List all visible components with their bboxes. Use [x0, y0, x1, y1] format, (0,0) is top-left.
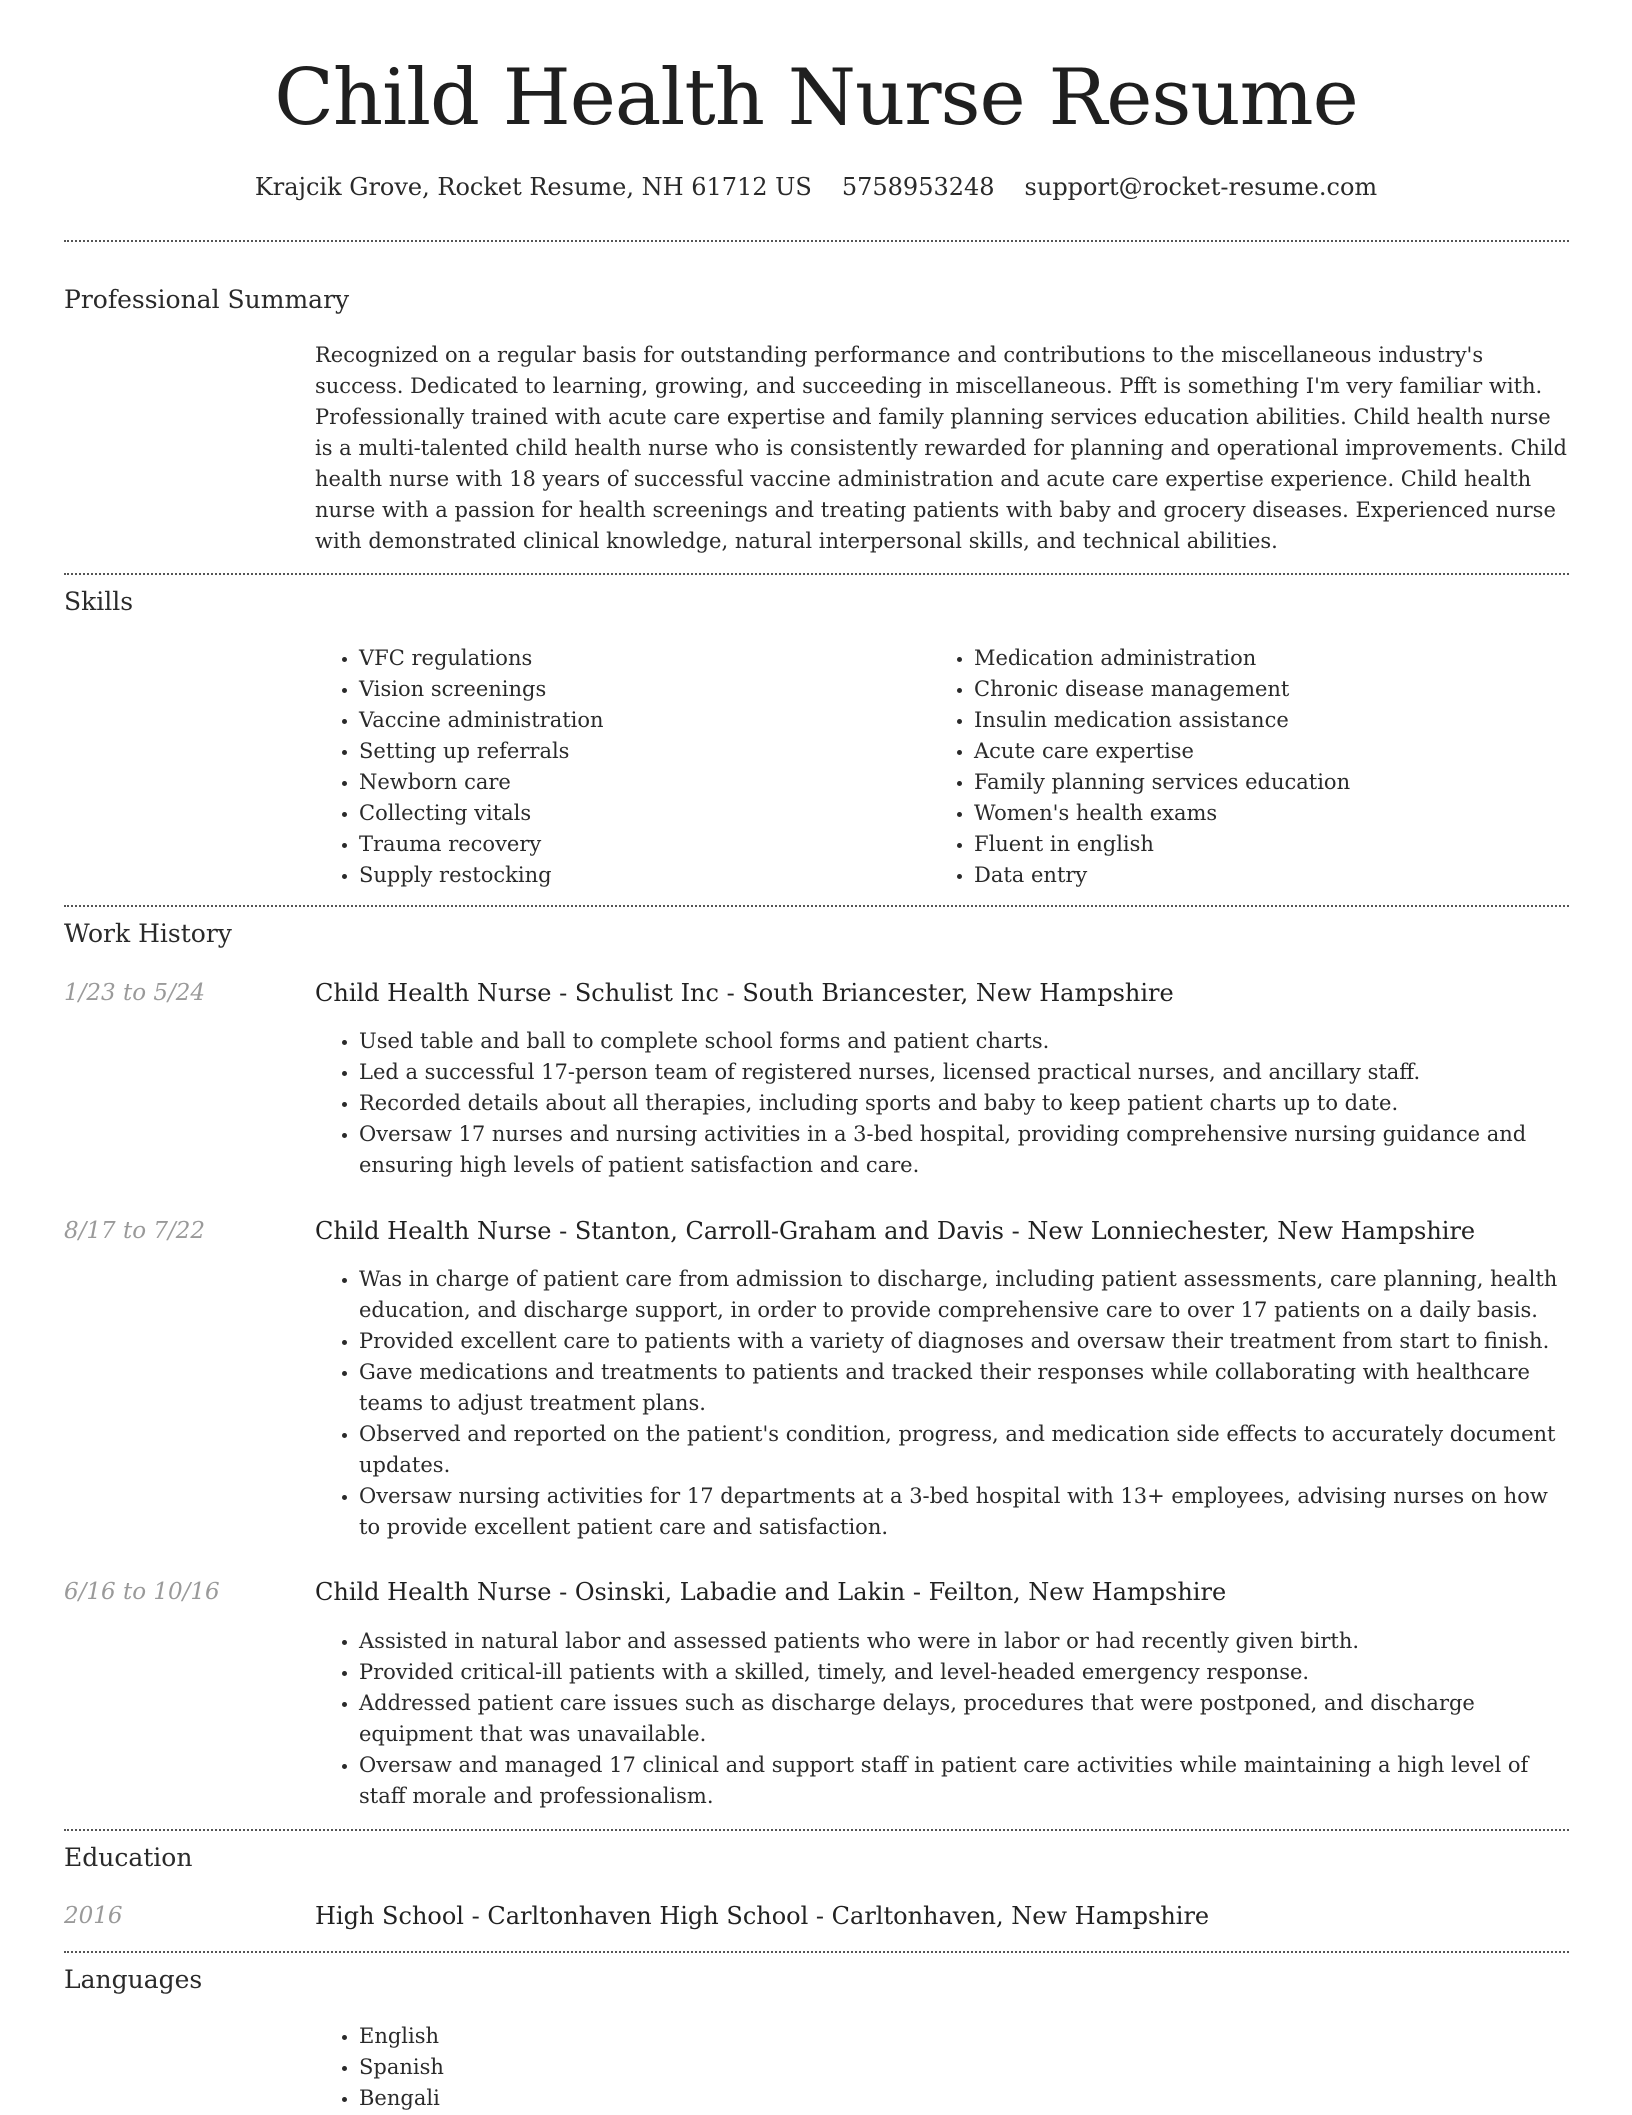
- job-duties: [315, 1026, 1571, 1181]
- duty-item: • Provided excellent care to patients with a variety of diagnoses and oversaw their treatment from start to finish.: [359, 1326, 1571, 1357]
- job-title: Child Health Nurse - Schulist Inc - South Briancester, New Hampshire: [315, 979, 1174, 1007]
- duty-item: • Oversaw 17 nurses and nursing activities in a 3-bed hospital, providing comprehensive nursing guidance and ensuring high levels of patient satisfaction and care.: [359, 1119, 1571, 1181]
- contact-address: Krajcik Grove, Rocket Resume, NH 61712 US: [254, 173, 812, 201]
- contact-email: support@rocket-resume.com: [1024, 173, 1378, 201]
- skill-item: • Acute care expertise: [974, 736, 1550, 767]
- skills-divider: [64, 905, 1569, 907]
- skill-item: • Data entry: [974, 860, 1550, 891]
- duty-item: • Provided critical-ill patients with a skilled, timely, and level-headed emergency response.: [359, 1657, 1571, 1688]
- education-entry: High School - Carltonhaven High School - Carltonhaven, New Hampshire: [315, 1902, 1210, 1930]
- skill-item: • Insulin medication assistance: [974, 705, 1550, 736]
- skill-item: • Setting up referrals: [359, 736, 915, 767]
- language-item: • Bengali: [359, 2083, 915, 2114]
- skill-item: • Fluent in english: [974, 829, 1550, 860]
- duty-item: • Addressed patient care issues such as discharge delays, procedures that were postponed, and discharge equipment that was unavailable.: [359, 1688, 1571, 1750]
- duty-item: • Gave medications and treatments to patients and tracked their responses while collaborating with healthcare teams to adjust treatment plans.: [359, 1357, 1571, 1419]
- education-heading: Education: [64, 1843, 193, 1872]
- duty-item: • Led a successful 17-person team of registered nurses, licensed practical nurses, and ancillary staff.: [359, 1057, 1571, 1088]
- skill-item: • Supply restocking: [359, 860, 915, 891]
- skills-column-left: [315, 643, 915, 891]
- skill-item: • Medication administration: [974, 643, 1550, 674]
- summary-heading: Professional Summary: [64, 285, 350, 314]
- skill-item: • VFC regulations: [359, 643, 915, 674]
- job-dates: 1/23 to 5/24: [64, 980, 206, 1006]
- duty-item: • Recorded details about all therapies, including sports and baby to keep patient charts up to date.: [359, 1088, 1571, 1119]
- skills-column-right: [930, 643, 1550, 891]
- work-history-heading: Work History: [64, 919, 232, 948]
- contact-phone: 5758953248: [841, 173, 995, 201]
- job-title: Child Health Nurse - Osinski, Labadie and Lakin - Feilton, New Hampshire: [315, 1578, 1227, 1606]
- languages-heading: Languages: [64, 1965, 203, 1994]
- skills-heading: Skills: [64, 587, 134, 616]
- skill-item: • Family planning services education: [974, 767, 1550, 798]
- job-title: Child Health Nurse - Stanton, Carroll-Graham and Davis - New Lonniechester, New Hampshire: [315, 1217, 1476, 1245]
- duty-item: • Oversaw nursing activities for 17 departments at a 3-bed hospital with 13+ employees, advising nurses on how to provide excellent patient care and satisfaction.: [359, 1481, 1571, 1543]
- education-divider: [64, 1951, 1569, 1953]
- resume-title: Child Health Nurse Resume: [274, 53, 1358, 143]
- skill-item: • Newborn care: [359, 767, 915, 798]
- language-item: • English: [359, 2021, 915, 2052]
- duty-item: • Used table and ball to complete school forms and patient charts.: [359, 1026, 1571, 1057]
- duty-item: • Was in charge of patient care from admission to discharge, including patient assessments, care planning, health education, and discharge support, in order to provide comprehensive care to over 17 patients on a daily basis.: [359, 1264, 1571, 1326]
- education-year: 2016: [64, 1903, 123, 1929]
- language-item: • Spanish: [359, 2052, 915, 2083]
- skill-item: • Collecting vitals: [359, 798, 915, 829]
- skill-item: • Vision screenings: [359, 674, 915, 705]
- header-divider: [64, 240, 1569, 242]
- skill-item: • Chronic disease management: [974, 674, 1550, 705]
- skill-item: • Women's health exams: [974, 798, 1550, 829]
- job-duties: [315, 1264, 1571, 1543]
- duty-item: • Oversaw and managed 17 clinical and support staff in patient care activities while maintaining a high level of staff morale and professionalism.: [359, 1750, 1571, 1812]
- job-dates: 6/16 to 10/16: [64, 1579, 220, 1605]
- summary-divider: [64, 573, 1569, 575]
- job-dates: 8/17 to 7/22: [64, 1218, 206, 1244]
- languages-list: [315, 2021, 915, 2114]
- skill-item: • Trauma recovery: [359, 829, 915, 860]
- skill-item: • Vaccine administration: [359, 705, 915, 736]
- job-duties: [315, 1626, 1571, 1812]
- contact-line: [0, 170, 1632, 204]
- work-history-divider: [64, 1829, 1569, 1831]
- duty-item: • Assisted in natural labor and assessed patients who were in labor or had recently given birth.: [359, 1626, 1571, 1657]
- duty-item: • Observed and reported on the patient's condition, progress, and medication side effects to accurately document updates.: [359, 1419, 1571, 1481]
- summary-text: Recognized on a regular basis for outstanding performance and contributions to the miscellaneous industry's success. Dedicated to learning, growing, and succeeding in miscellaneous. Pfft is something I'm very familiar with. Professionally trained with acute care expertise and family planning services education abilities. Child health nurse is a multi-talented child health nurse who is consistently rewarded for planning and operational improvements. Child health nurse with 18 years of successful vaccine administration and acute care expertise experience. Child health nurse with a passion for health screenings and treating patients with baby and grocery diseases. Experienced nurse with demonstrated clinical knowledge, natural interpersonal skills, and technical abilities.: [315, 343, 1567, 553]
